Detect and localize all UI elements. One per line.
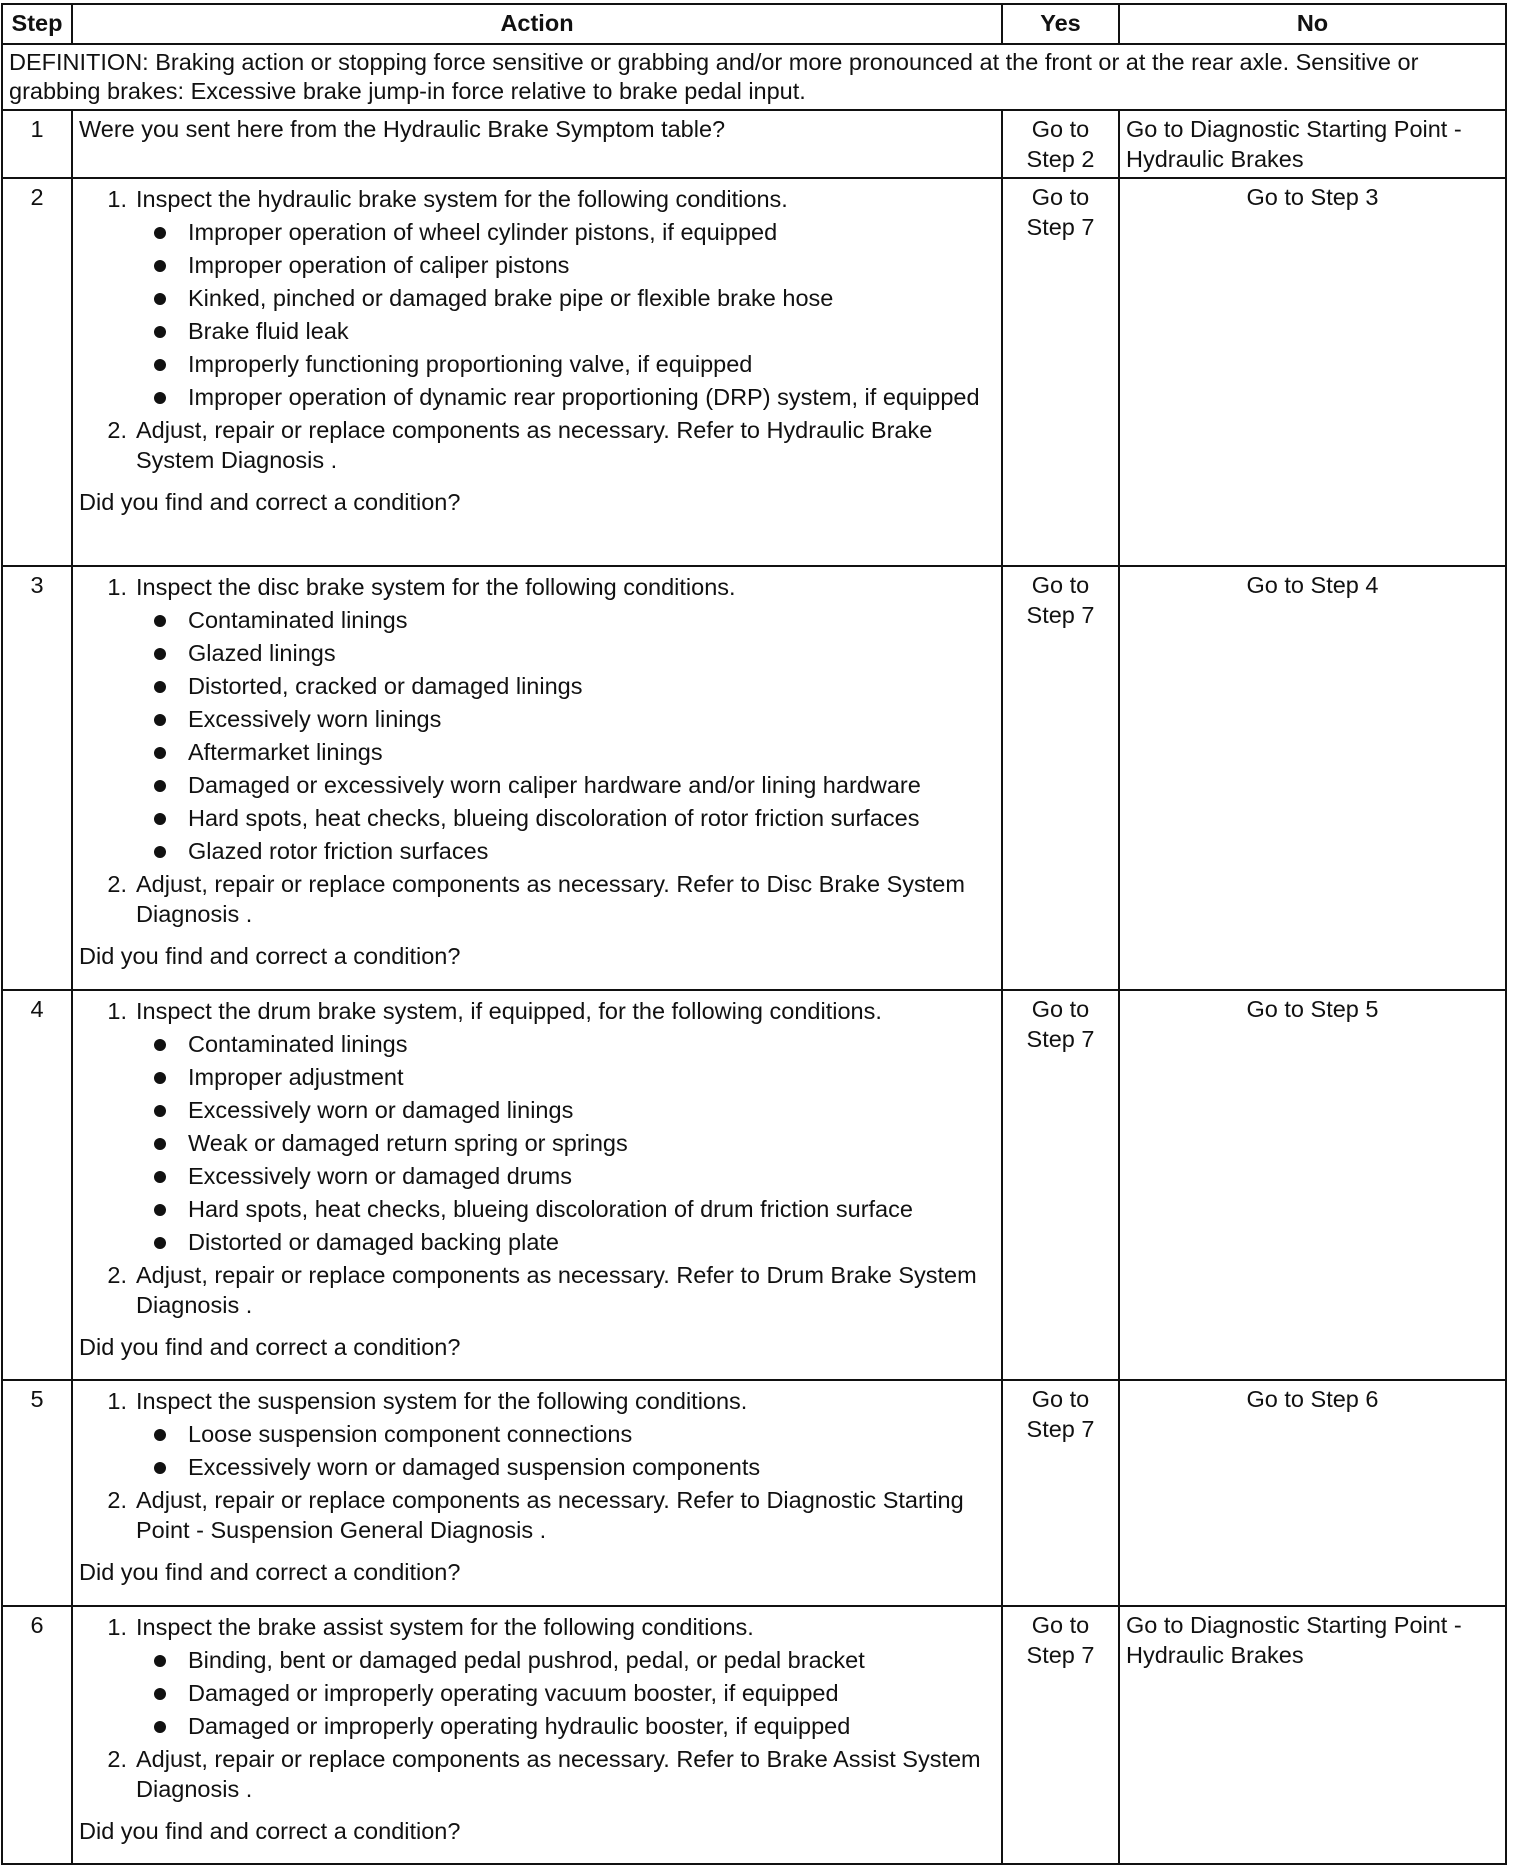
numbered-item: 1. Inspect the disc brake system for the following conditions. xyxy=(79,572,995,602)
step-question: Did you find and correct a condition? xyxy=(79,943,461,969)
list-item: Damaged or excessively worn caliper hardware and/or lining hardware xyxy=(146,770,995,800)
step-question: Were you sent here from the Hydraulic Brake Symptom table? xyxy=(79,116,726,142)
condition-list xyxy=(79,217,995,412)
step-question: Did you find and correct a condition? xyxy=(79,1818,461,1844)
definition-row xyxy=(2,44,1506,110)
action-cell xyxy=(72,1606,1002,1864)
list-item: Hard spots, heat checks, blueing discoloration of rotor friction surfaces xyxy=(146,803,995,833)
yes-cell: Go to Step 7 xyxy=(1002,178,1119,566)
list-item: Weak or damaged return spring or springs xyxy=(146,1128,995,1158)
inspect-text: Inspect the hydraulic brake system for the following conditions. xyxy=(136,186,788,212)
list-item: Improper operation of wheel cylinder pistons, if equipped xyxy=(146,217,995,247)
action-cell xyxy=(72,178,1002,566)
yes-cell: Go to Step 7 xyxy=(1002,1380,1119,1606)
yes-cell: Go to Step 7 xyxy=(1002,990,1119,1380)
step-question: Did you find and correct a condition? xyxy=(79,1334,461,1360)
numbered-item: 2. Adjust, repair or replace components as necessary. Refer to Hydraulic Brake System Diagnosis . xyxy=(79,415,995,475)
condition-list xyxy=(79,1419,995,1482)
list-item: Damaged or improperly operating hydraulic booster, if equipped xyxy=(146,1711,995,1741)
step-number: 2 xyxy=(2,178,72,566)
list-item: Hard spots, heat checks, blueing discoloration of drum friction surface xyxy=(146,1194,995,1224)
step-question: Did you find and correct a condition? xyxy=(79,489,461,515)
list-item: Glazed rotor friction surfaces xyxy=(146,836,995,866)
list-item: Distorted or damaged backing plate xyxy=(146,1227,995,1257)
list-item: Excessively worn or damaged linings xyxy=(146,1095,995,1125)
numbered-item: 2. Adjust, repair or replace components as necessary. Refer to Brake Assist System Diagnosis . xyxy=(79,1744,995,1804)
table-row xyxy=(2,110,1506,178)
list-item: Improper operation of caliper pistons xyxy=(146,250,995,280)
step-number: 6 xyxy=(2,1606,72,1864)
no-cell: Go to Step 6 xyxy=(1119,1380,1506,1606)
numbered-item: 1. Inspect the hydraulic brake system for the following conditions. xyxy=(79,184,995,214)
repair-text: Adjust, repair or replace components as necessary. Refer to Hydraulic Brake System Diagnosis . xyxy=(136,417,933,473)
header-step: Step xyxy=(2,4,72,44)
diagnostic-table xyxy=(1,3,1507,1865)
table-row xyxy=(2,566,1506,990)
condition-list xyxy=(79,1645,995,1741)
numbered-item: 1. Inspect the suspension system for the following conditions. xyxy=(79,1386,995,1416)
list-item: Improper operation of dynamic rear proportioning (DRP) system, if equipped xyxy=(146,382,995,412)
header-row xyxy=(2,4,1506,44)
list-item: Aftermarket linings xyxy=(146,737,995,767)
list-item: Kinked, pinched or damaged brake pipe or flexible brake hose xyxy=(146,283,995,313)
list-item: Brake fluid leak xyxy=(146,316,995,346)
yes-cell: Go to Step 7 xyxy=(1002,1606,1119,1864)
table-row xyxy=(2,178,1506,566)
step-question: Did you find and correct a condition? xyxy=(79,1559,461,1585)
no-cell: Go to Step 5 xyxy=(1119,990,1506,1380)
no-cell: Go to Diagnostic Starting Point - Hydraulic Brakes xyxy=(1119,110,1506,178)
list-item: Contaminated linings xyxy=(146,1029,995,1059)
table-row xyxy=(2,1606,1506,1864)
no-cell: Go to Step 3 xyxy=(1119,178,1506,566)
inspect-text: Inspect the brake assist system for the following conditions. xyxy=(136,1614,754,1640)
table-row xyxy=(2,990,1506,1380)
yes-cell: Go to Step 2 xyxy=(1002,110,1119,178)
yes-cell: Go to Step 7 xyxy=(1002,566,1119,990)
definition-text: DEFINITION: Braking action or stopping force sensitive or grabbing and/or more pronounced at the front or at the rear axle. Sensitive or grabbing brakes: Excessive brake jump-in force relative to brake pedal input. xyxy=(2,44,1506,110)
step-number: 1 xyxy=(2,110,72,178)
action-cell xyxy=(72,566,1002,990)
numbered-item: 2. Adjust, repair or replace components as necessary. Refer to Disc Brake System Diagnosis . xyxy=(79,869,995,929)
numbered-item: 1. Inspect the drum brake system, if equipped, for the following conditions. xyxy=(79,996,995,1026)
repair-text: Adjust, repair or replace components as necessary. Refer to Diagnostic Starting Point - Suspension General Diagnosis . xyxy=(136,1487,964,1543)
list-item: Contaminated linings xyxy=(146,605,995,635)
numbered-item: 1. Inspect the brake assist system for the following conditions. xyxy=(79,1612,995,1642)
list-item: Damaged or improperly operating vacuum booster, if equipped xyxy=(146,1678,995,1708)
step-number: 5 xyxy=(2,1380,72,1606)
header-no: No xyxy=(1119,4,1506,44)
numbered-item: 2. Adjust, repair or replace components as necessary. Refer to Diagnostic Starting Point - Suspension General Diagnosis . xyxy=(79,1485,995,1545)
list-item: Excessively worn linings xyxy=(146,704,995,734)
list-item: Excessively worn or damaged drums xyxy=(146,1161,995,1191)
list-item: Improperly functioning proportioning valve, if equipped xyxy=(146,349,995,379)
numbered-item: 2. Adjust, repair or replace components as necessary. Refer to Drum Brake System Diagnosis . xyxy=(79,1260,995,1320)
header-yes: Yes xyxy=(1002,4,1119,44)
step-number: 4 xyxy=(2,990,72,1380)
list-item: Loose suspension component connections xyxy=(146,1419,995,1449)
action-cell xyxy=(72,1380,1002,1606)
header-action: Action xyxy=(72,4,1002,44)
no-cell: Go to Step 4 xyxy=(1119,566,1506,990)
table-row xyxy=(2,1380,1506,1606)
condition-list xyxy=(79,1029,995,1257)
list-item: Distorted, cracked or damaged linings xyxy=(146,671,995,701)
inspect-text: Inspect the drum brake system, if equipped, for the following conditions. xyxy=(136,998,882,1024)
list-item: Improper adjustment xyxy=(146,1062,995,1092)
condition-list xyxy=(79,605,995,866)
repair-text: Adjust, repair or replace components as necessary. Refer to Disc Brake System Diagnosis . xyxy=(136,871,965,927)
list-item: Excessively worn or damaged suspension components xyxy=(146,1452,995,1482)
list-item: Binding, bent or damaged pedal pushrod, pedal, or pedal bracket xyxy=(146,1645,995,1675)
action-cell xyxy=(72,990,1002,1380)
no-cell: Go to Diagnostic Starting Point - Hydraulic Brakes xyxy=(1119,1606,1506,1864)
repair-text: Adjust, repair or replace components as necessary. Refer to Drum Brake System Diagnosis . xyxy=(136,1262,977,1318)
inspect-text: Inspect the disc brake system for the following conditions. xyxy=(136,574,736,600)
action-cell xyxy=(72,110,1002,178)
step-number: 3 xyxy=(2,566,72,990)
inspect-text: Inspect the suspension system for the following conditions. xyxy=(136,1388,748,1414)
repair-text: Adjust, repair or replace components as necessary. Refer to Brake Assist System Diagnosis . xyxy=(136,1746,981,1802)
list-item: Glazed linings xyxy=(146,638,995,668)
